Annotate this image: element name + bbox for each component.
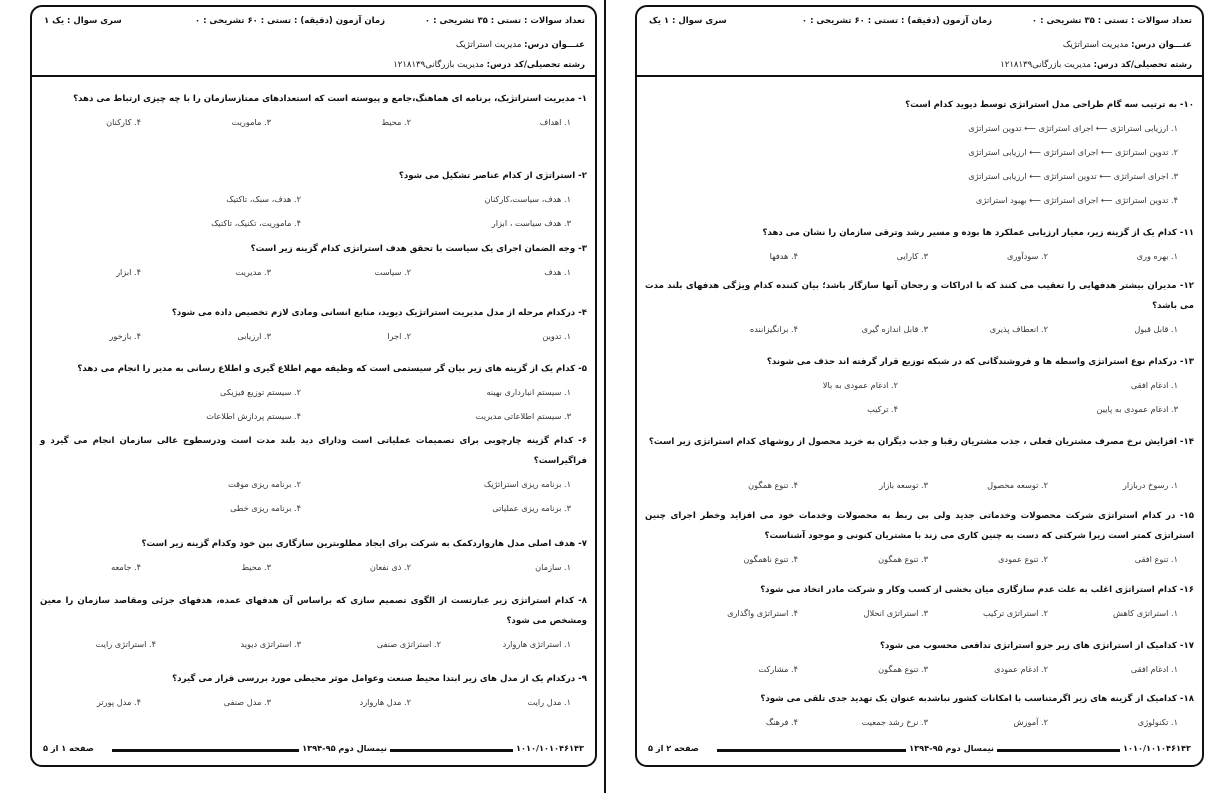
answer-option: ۳. تنوع همگون [878,664,928,674]
answer-option: ۳. کارایی [896,251,928,261]
question-text: ۱۵- در کدام استراتژی شرکت محصولات وخدماتی جدید ولی بی ربط به محصولات وخدمات خود می افزاید وخطر اجرای چنین استراتژی کمتر است زیرا شرکتی که دست به چنین کاری می زند با مشتریان کنونی و موجود آشناست؟ [645,511,1194,541]
exam-page-2 [635,5,1204,767]
question-series: سری سوال : ۱ یک [649,16,727,26]
question-series: سری سوال : یک ۱ [44,16,122,26]
question-text: ۷- هدف اصلی مدل هاروارد‌کمک به شرکت برای ایجاد مطلوبترین سازگاری بین خود وکدام گزینه زیر است؟ [141,539,587,549]
question-text: ۱۲- مدیران بیشتر هدفهایی را تعقیب می کنند که با ادراکات و رجحان آنها سازگار باشد؛ بیان کننده کدام ویژگی هدفهای بلند مدت می باشد؟ [645,281,1194,311]
answer-option: ۴. ابزار [116,267,141,277]
field-label: رشته تحصیلی/کد درس: [1093,60,1192,70]
answer-option: ۲. استراتژی ترکیب [982,608,1048,618]
answer-option: ۱. سیستم انبارداری بهینه [486,387,571,397]
answer-option: ۱. بهره وری [1136,251,1178,261]
answer-option: ۱. سازمان [535,562,571,572]
answer-option: ۲. برنامه ریزی موقت [228,479,301,489]
course-label: عنـــوان درس: [1131,40,1192,50]
exam-time: زمان آزمون (دقیقه) : تستی : ۶۰ تشریحی : ۰ [801,16,992,26]
field-label: رشته تحصیلی/کد درس: [486,60,585,70]
answer-option: ۳. مدل صنفی [223,697,271,707]
answer-option: ۲. سودآوری [1007,251,1048,261]
answer-option: ۲. محیط [381,117,411,127]
course-title: مدیریت استراتژیک [1062,40,1129,50]
answer-option: ۳. تنوع همگون [878,554,928,564]
answer-option: ۳. برنامه ریزی عملیاتی [492,503,571,513]
question-text: ۱۰- به ترتیب سه گام طراحی مدل استراتژی توسط دیوید کدام است؟ [905,100,1194,110]
answer-option: ۲. سیاست [374,267,411,277]
answer-option: ۲. مدل هاروارد [359,697,411,707]
answer-option: ۱. ارزیابی استراتژی ⟵ اجرای استراتژی ⟵ تدوین استراتژی [968,123,1178,133]
answer-option: ۴. برانگیزاننده [749,324,798,334]
answer-option: ۴. بازخور [109,331,141,341]
answer-option: ۲. اجرا [387,331,411,341]
page-footer [637,743,1202,757]
answer-option: ۱. برنامه ریزی استراتژیک [483,479,571,489]
answer-option: ۳. قابل اندازه گیری [861,324,928,334]
question-text: ۵- کدام یک از گزینه های زیر بیان گر سیستمی است که وظیفه مهم اطلاع گیری و اطلاع رسانی به مدیر را انجام می دهد؟ [77,364,587,374]
answer-option: ۳. مدیریت [235,267,271,277]
field-value: مدیریت بازرگانی۱۲۱۸۱۳۹ [1000,60,1091,70]
answer-option: ۳. سیستم اطلاعاتی مدیریت [475,411,571,421]
answer-option: ۱. مدل رایت [527,697,571,707]
question-text: ۱۶- کدام استراتژی اغلب به علت عدم سازگاری میان بخشی از کسب وکار و شرکت مادر اتخاذ می شود؟ [760,585,1194,595]
answer-option: ۴. استراتژی رایت [95,639,156,649]
answer-option: ۳. هدف سیاست ، ابزار [491,218,571,228]
page-header [32,7,595,77]
answer-option: ۱. ادغام افقی [1130,664,1178,674]
answer-option: ۴. مدل پورتر [96,697,141,707]
answer-option: ۲. توسعه محصول [987,480,1048,490]
page-number: صفحه ۲ از ۵ [645,743,702,753]
page-header [637,7,1202,77]
exam-page-1 [30,5,597,767]
question-text: ۱۴- افزایش نرخ مصرف مشتریان فعلی ، جذب مشتریان رقبا و جذب دیگران به خرید محصول از روشهای کدام استراتژی زیر است؟ [648,437,1194,447]
question-text: ۲- استراتژی از کدام عناصر تشکیل می شود؟ [398,171,587,181]
answer-option: ۲. انعطاف پذیری [989,324,1048,334]
answer-option: ۲. آموزش [1013,717,1048,727]
page-divider [604,0,606,793]
answer-option: ۳. محیط [241,562,271,572]
answer-option: ۴. سیستم پردازش اطلاعات [206,411,301,421]
question-text: ۴- درکدام مرحله از مدل مدیریت استراتژیک دیوید، منابع انسانی ومادی لازم تخصیص داده می شود؟ [171,308,587,318]
answer-option: ۱. ادغام افقی [1130,380,1178,390]
exam-time: زمان آزمون (دقیقه) : تستی : ۶۰ تشریحی : ۰ [194,16,385,26]
answer-option: ۲. هدف، سبک، تاکتیک [226,194,301,204]
question-text: ۱۷- کدامیک از استراتژی های زیر جزو استراتژی تدافعی محسوب می شود؟ [879,641,1194,651]
question-text: ۳- وجه الضمان اجرای یک سیاست با تحقق هدف استراتژی کدام گزینه زیر است؟ [250,244,587,254]
answer-option: ۱. استراتژی هاروارد [502,639,571,649]
field-value: مدیریت بازرگانی۱۲۱۸۱۳۹ [393,60,484,70]
questions-count: تعداد سوالات : تستی : ۳۵ تشریحی : ۰ [424,16,585,26]
form-code: ۱۰۱۰/۱۰۱۰۴۶۱۴۳ [513,743,587,753]
answer-option: ۱. تکنولوژی [1137,717,1178,727]
answer-option: ۴. برنامه ریزی خطی [230,503,301,513]
answer-option: ۳. ارزیابی [237,331,271,341]
question-text: ۹- درکدام یک از مدل های زیر ابتدا محیط صنعت وعوامل موثر محیطی مورد بررسی قرار می گیرد؟ [172,674,587,684]
answer-option: ۲. ادغام عمودی به بالا [822,380,898,390]
answer-option: ۴. هدفها [769,251,798,261]
answer-option: ۳. اجرای استراتژی ⟵ تدوین استراتژی ⟵ ارزیابی استراتژی [968,171,1178,181]
question-text: ۱۳- درکدام نوع استراتژی واسطه ها و فروشندگانی که در شبکه توزیع قرار گرفته اند حذف می شوند؟ [766,357,1194,367]
answer-option: ۲. ذی نفعان [369,562,411,572]
answer-option: ۲. تنوع عمودی [998,554,1048,564]
answer-option: ۲. سیستم توزیع فیزیکی [220,387,301,397]
questions-count: تعداد سوالات : تستی : ۳۵ تشریحی : ۰ [1031,16,1192,26]
answer-option: ۲. استراتژی صنفی [376,639,441,649]
answer-option: ۴. تدوین استراتژی ⟵ اجرای استراتژی ⟵ بهبود استراتژی [975,195,1178,205]
answer-option: ۱. هدف، سیاست،کارکنان [484,194,571,204]
answer-option: ۴. مشارکت [758,664,798,674]
answer-option: ۲. ادغام عمودی [994,664,1048,674]
form-code: ۱۰۱۰/۱۰۱۰۴۶۱۴۳ [1120,743,1194,753]
answer-option: ۴. فرهنگ [765,717,798,727]
page-footer [32,743,595,757]
course-label: عنـــوان درس: [524,40,585,50]
answer-option: ۳. استراتژی انحلال [863,608,928,618]
answer-option: ۴. ماموریت، تکنیک، تاکتیک [211,218,301,228]
question-text: ۶- کدام گزینه چارچوبی برای تصمیمات عملیاتی است ودارای دید بلند مدت است ودرسطوح عالی سازمان انجام می گیرد و فراگیراست؟ [40,436,587,466]
answer-option: ۱. رسوخ دربازار [1122,480,1178,490]
question-text: ۱۱- کدام یک از گزینه زیر، معیار ارزیابی عملکرد ها بوده و مسیر رشد وترقی سازمان را نشان می دهد؟ [762,228,1194,238]
answer-option: ۱. استراتژی کاهش [1113,608,1178,618]
answer-option: ۳. توسعه بازار [879,480,928,490]
answer-option: ۳. نرخ رشد جمعیت [861,717,928,727]
answer-option: ۴. تنوع همگون [748,480,798,490]
answer-option: ۴. ترکیب [867,404,898,414]
answer-option: ۴. تنوع ناهمگون [743,554,798,564]
answer-option: ۱. قابل قبول [1134,324,1178,334]
course-title: مدیریت استراتژیک [455,40,522,50]
answer-option: ۱. هدف [544,267,571,277]
question-text: ۱- مدیریت استراتژیک، برنامه ای هماهنگ،جامع و پیوسته است که استعدادهای ممتازسازمان را با چه چیزی ارتباط می دهد؟ [73,94,587,104]
answer-option: ۳. استراتژی دیوید [240,639,301,649]
answer-option: ۳. ادغام عمودی به پایین [1096,404,1178,414]
question-text: ۱۸- کدامیک از گزینه های زیر اگرمتناسب با امکانات کشور نباشدبه عنوان یک تهدید جدی تلقی می شود؟ [760,694,1194,704]
answer-option: ۱. تدوین [542,331,571,341]
answer-option: ۲. تدوین استراتژی ⟵ اجرای استراتژی ⟵ ارزیابی استراتژی [968,147,1178,157]
answer-option: ۱. اهداف [539,117,571,127]
answer-option: ۴. استراتژی واگذاری [727,608,798,618]
page-number: صفحه ۱ از ۵ [40,743,97,753]
term-label: نیمسال دوم ۹۵-۱۳۹۴ [299,743,390,753]
answer-option: ۱. تنوع افقی [1134,554,1178,564]
question-text: ۸- کدام استراتژی زیر عبارتست از الگوی تصمیم سازی که براساس آن هدفهای عمده، هدفهای جزئی ومقاصد سازمان را معین ومشخص می شود؟ [40,596,587,626]
answer-option: ۳. ماموریت [231,117,271,127]
answer-option: ۴. کارکنان [106,117,141,127]
answer-option: ۴. جامعه [111,562,141,572]
term-label: نیمسال دوم ۹۵-۱۳۹۴ [906,743,997,753]
